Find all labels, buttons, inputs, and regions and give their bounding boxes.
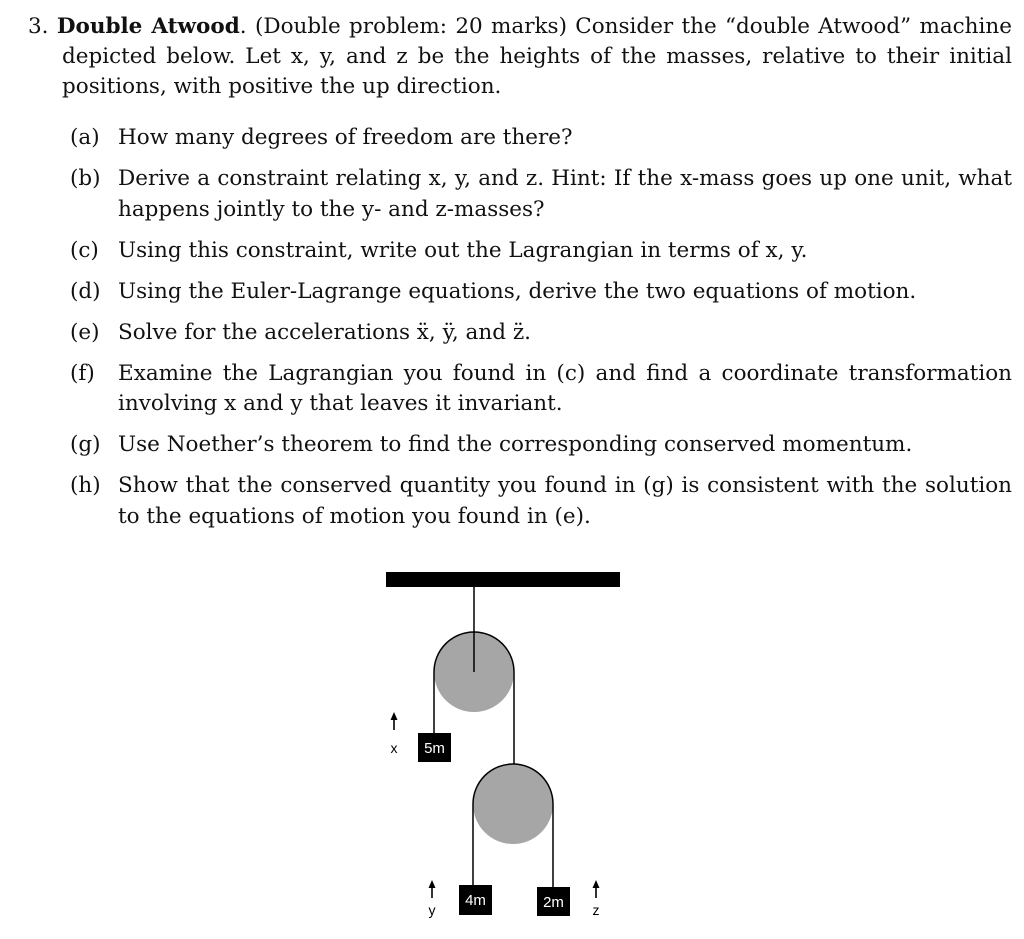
atwood-svg bbox=[370, 560, 640, 930]
subpart-label: (c) bbox=[70, 237, 99, 263]
subpart-h bbox=[70, 471, 1012, 532]
subpart-text: Solve for the accelerations ẍ, ÿ, and z̈. bbox=[118, 319, 531, 345]
subpart-label: (b) bbox=[70, 166, 101, 191]
x-arrow-icon bbox=[391, 712, 398, 720]
mass-y-label: 4m bbox=[465, 892, 486, 909]
subpart-d bbox=[70, 277, 1012, 308]
subpart-text: Use Noether’s theorem to find the corresponding conserved momentum. bbox=[118, 432, 913, 457]
mass-x-label: 5m bbox=[424, 740, 445, 757]
problem-intro: . (Double problem: 20 marks) Consider the “double Atwood” machine depicted below. Let x, y, and z be the heights of the masses, relative to their initial positions, with positive the up direction. bbox=[62, 14, 1012, 99]
subpart-text: Show that the conserved quantity you found in (g) is consistent with the solution to the equations of motion you found in (e). bbox=[118, 473, 1012, 529]
x-label: x bbox=[390, 740, 398, 756]
mass-z-label: 2m bbox=[543, 894, 564, 911]
subpart-g bbox=[70, 430, 1012, 461]
subpart-text: How many degrees of freedom are there? bbox=[118, 125, 573, 150]
subpart-e bbox=[70, 318, 1012, 349]
subpart-label: (a) bbox=[70, 125, 100, 150]
subpart-label: (f) bbox=[70, 360, 95, 386]
subpart-list bbox=[70, 123, 1012, 543]
y-label: y bbox=[428, 902, 436, 918]
subpart-text: Examine the Lagrangian you found in (c) and find a coordinate transformation involving x and y that leaves it invariant. bbox=[118, 360, 1012, 416]
problem-title: Double Atwood bbox=[56, 14, 240, 39]
subpart-label: (h) bbox=[70, 473, 101, 498]
problem-statement bbox=[28, 12, 1012, 102]
problem-3 bbox=[28, 12, 1012, 102]
problem-number: 3. bbox=[28, 14, 49, 39]
z-label: z bbox=[592, 902, 600, 918]
subpart-text: Derive a constraint relating x, y, and z. Hint: If the x-mass goes up one unit, what happens jointly to the y- and z-masses? bbox=[118, 166, 1012, 222]
subpart-text: Using the Euler-Lagrange equations, derive the two equations of motion. bbox=[118, 278, 917, 304]
subpart-c bbox=[70, 236, 1012, 267]
subpart-label: (g) bbox=[70, 432, 101, 457]
subpart-f bbox=[70, 359, 1012, 420]
subpart-a bbox=[70, 123, 1012, 154]
z-arrow-icon bbox=[593, 880, 600, 888]
subpart-text: Using this constraint, write out the Lagrangian in terms of x, y. bbox=[118, 237, 808, 263]
subpart-b bbox=[70, 164, 1012, 225]
double-atwood-diagram bbox=[370, 560, 640, 930]
subpart-label: (e) bbox=[70, 319, 100, 345]
subpart-label: (d) bbox=[70, 278, 101, 304]
y-arrow-icon bbox=[429, 880, 436, 888]
ceiling-bar bbox=[386, 572, 620, 587]
